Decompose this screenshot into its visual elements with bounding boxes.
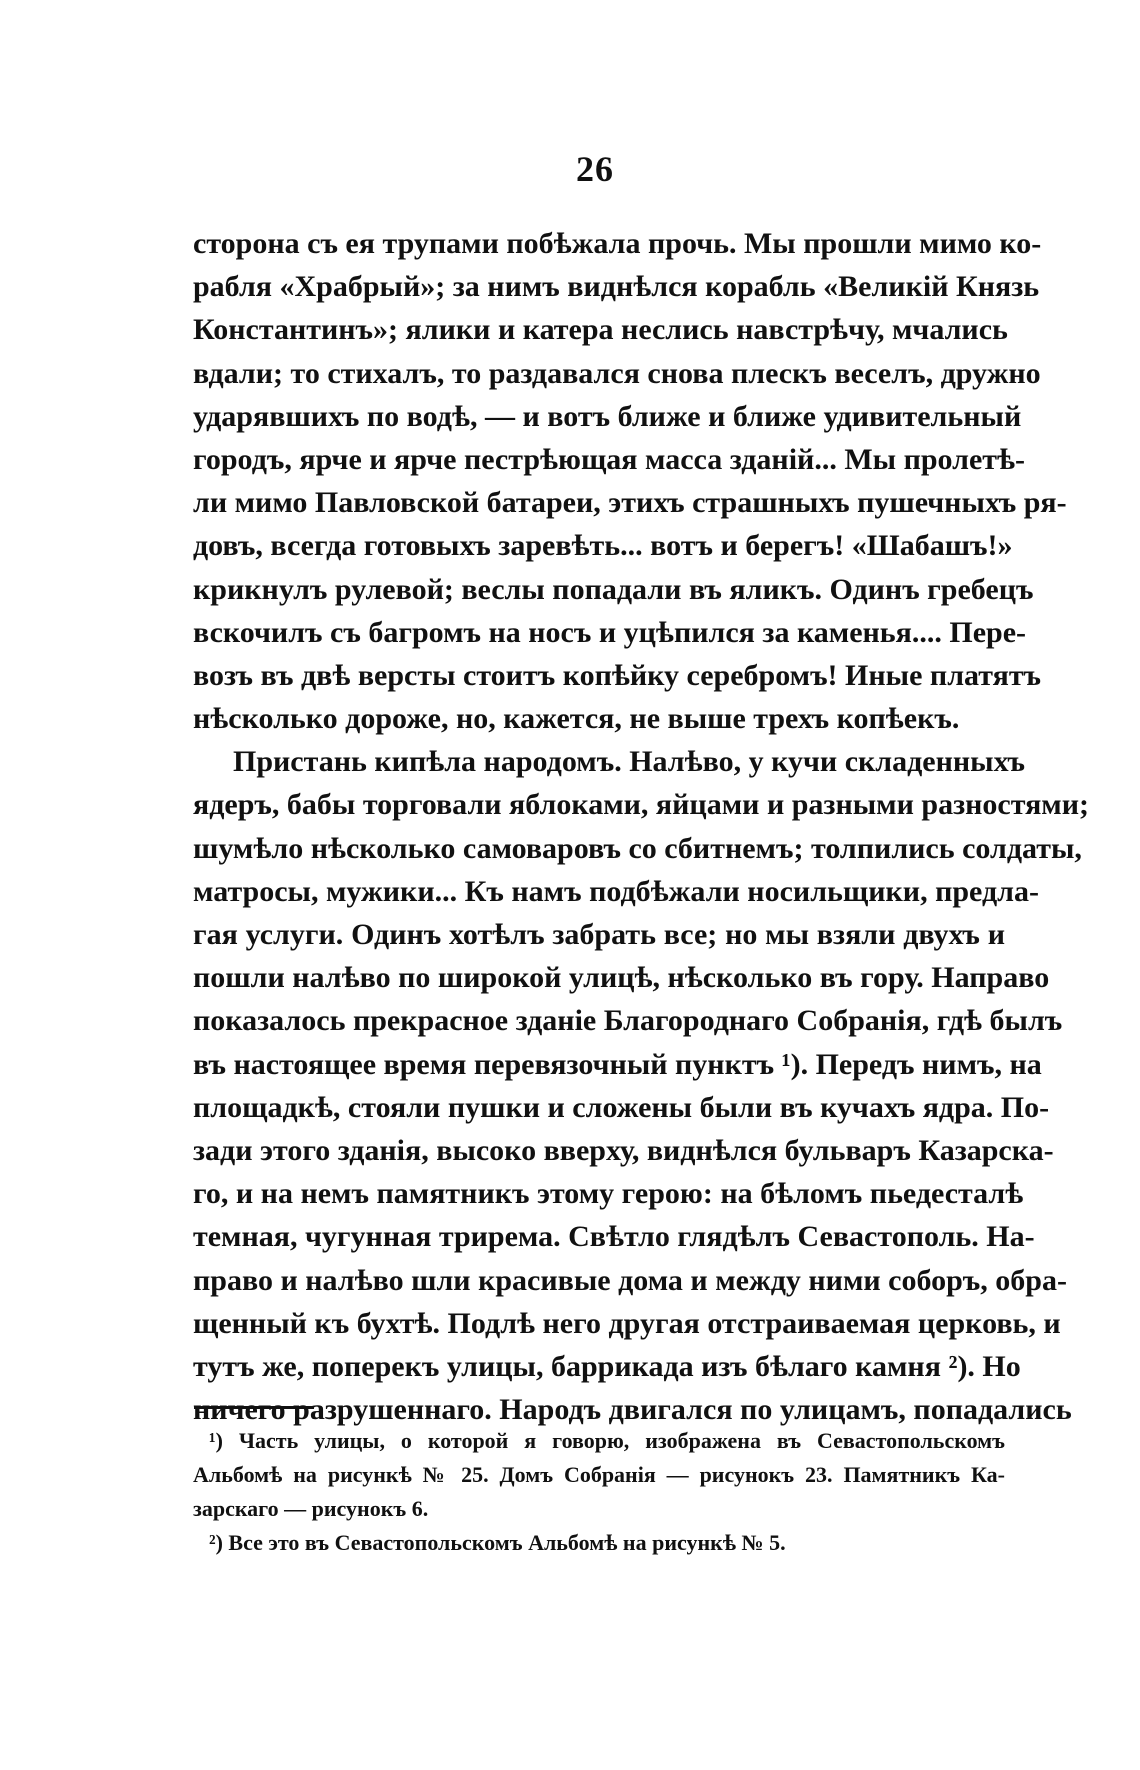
footnote-line: ¹) Часть улицы, о которой я говорю, изображена въ Севастопольскомъ [209, 1428, 1005, 1453]
text-line: вскочилъ съ багромъ на носъ и уцѣпился за каменья.... Пере- [193, 615, 1027, 649]
footnote-line: зарскаго — рисунокъ 6. [193, 1496, 429, 1521]
text-line: крикнулъ рулевой; веслы попадали въ яликъ. Одинъ гребецъ [193, 572, 1034, 606]
main-text [193, 222, 1090, 1431]
text-line: темная, чугунная трирема. Свѣтло глядѣлъ Севастополь. На- [193, 1220, 1035, 1254]
text-line: ядеръ, бабы торговали яблоками, яйцами и разными разностями; [193, 788, 1090, 822]
text-line: шумѣло нѣсколько самоваровъ со сбитнемъ; толпились солдаты, [193, 831, 1082, 865]
text-line: пошли налѣво по широкой улицѣ, нѣсколько въ гору. Направо [193, 961, 1050, 995]
text-line: ударявшихъ по водѣ, — и вотъ ближе и ближе удивительный [193, 399, 1022, 433]
text-line: право и налѣво шли красивые дома и между ними соборъ, обра- [193, 1263, 1067, 1297]
text-line: го, и на немъ памятникъ этому герою: на бѣломъ пьедесталѣ [193, 1177, 1024, 1211]
footnote-line: ²) Все это въ Севастопольскомъ Альбомѣ на рисункѣ № 5. [209, 1530, 786, 1555]
text-line: сторона съ ея трупами побѣжала прочь. Мы прошли мимо ко- [193, 227, 1042, 260]
footnote-line: Альбомѣ на рисункѣ № 25. Домъ Собранія — рисунокъ 23. Памятникъ Ка- [193, 1462, 1005, 1487]
text-line: возъ въ двѣ версты стоитъ копѣйку серебромъ! Иные платятъ [193, 658, 1042, 692]
text-line: тутъ же, поперекъ улицы, баррикада изъ бѣлаго камня ²). Но [193, 1349, 1021, 1383]
text-line: въ настоящее время перевязочный пунктъ ¹). Передъ нимъ, на [193, 1047, 1042, 1081]
text-line: ничего разрушеннаго. Народъ двигался по улицамъ, попадались [193, 1393, 1072, 1427]
text-line: довъ, всегда готовыхъ заревѣть... вотъ и берегъ! «Шабашъ!» [193, 529, 1013, 563]
footnote-divider [194, 1406, 314, 1409]
text-line: площадкѣ, стояли пушки и сложены были въ кучахъ ядра. По- [193, 1090, 1050, 1124]
footnotes [193, 1424, 1005, 1560]
text-line: гая услуги. Одинъ хотѣлъ забрать все; но мы взяли двухъ и [193, 918, 1005, 951]
text-line: зади этого зданія, высоко вверху, виднѣлся бульваръ Казарска- [193, 1133, 1054, 1167]
text-line: нѣсколько дороже, но, кажется, не выше трехъ копѣекъ. [193, 702, 960, 736]
text-line: ли мимо Павловской батареи, этихъ страшныхъ пушечныхъ ря- [193, 486, 1067, 520]
text-line: Пристань кипѣла народомъ. Налѣво, у кучи складенныхъ [233, 745, 1025, 779]
text-line: показалось прекрасное зданіе Благороднаго Собранія, гдѣ былъ [193, 1004, 1063, 1038]
text-line: вдали; то стихалъ, то раздавался снова плескъ веселъ, дружно [193, 356, 1041, 390]
page-number: 26 [576, 149, 614, 189]
text-line: матросы, мужики... Къ намъ подбѣжали носильщики, предла- [193, 874, 1039, 908]
text-line: Константинъ»; ялики и катера неслись навстрѣчу, мчались [193, 313, 1008, 347]
text-line: рабля «Храбрый»; за нимъ виднѣлся корабль «Великій Князь [193, 270, 1040, 304]
text-line: щенный къ бухтѣ. Подлѣ него другая отстраиваемая церковь, и [193, 1306, 1061, 1340]
text-line: городъ, ярче и ярче пестрѣющая масса зданій... Мы пролетѣ- [193, 442, 1026, 476]
